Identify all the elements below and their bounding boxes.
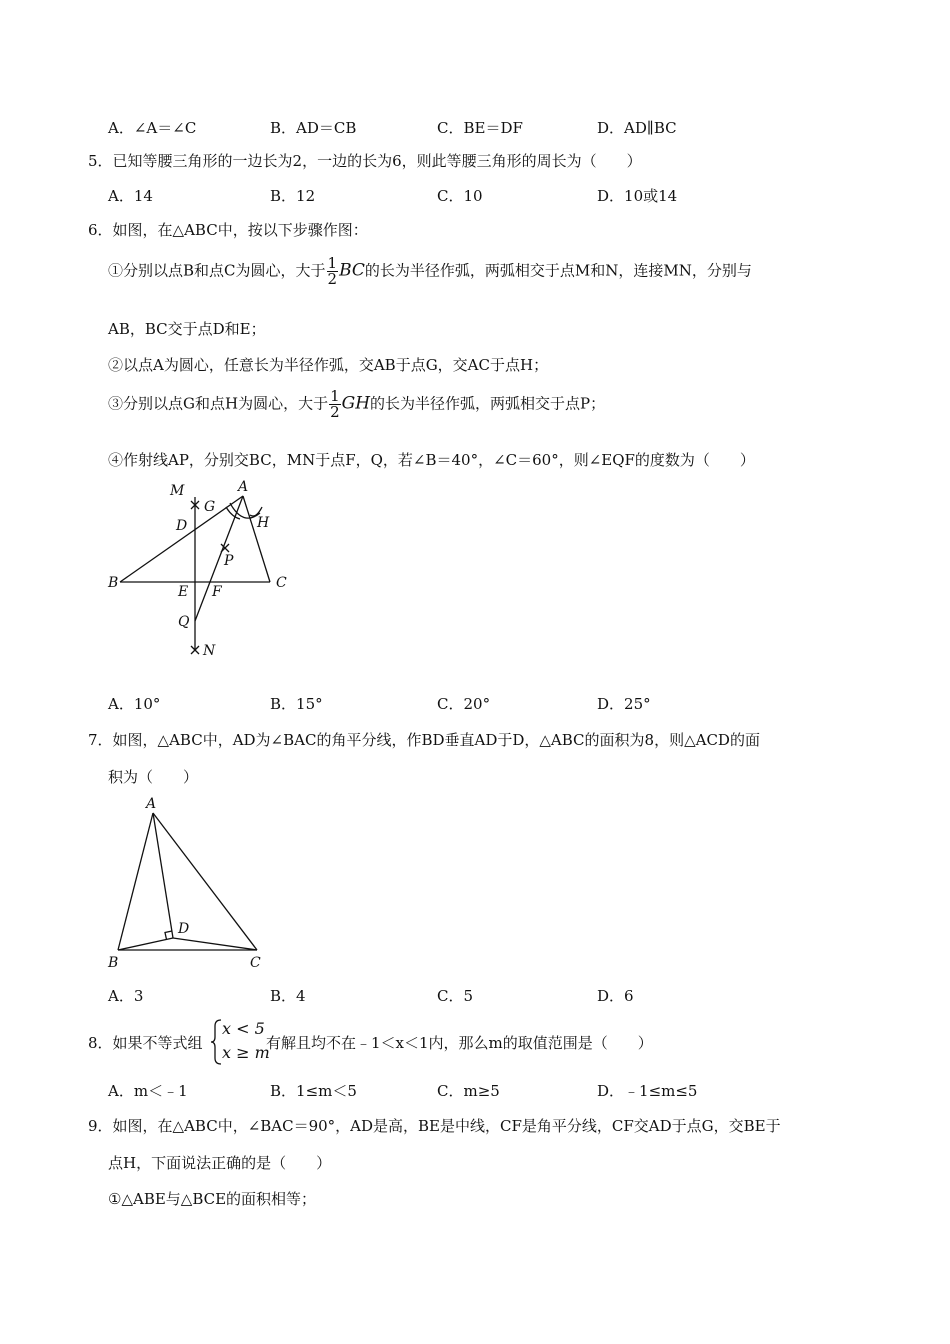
segment-bd (118, 938, 173, 950)
label-p: P (224, 553, 234, 569)
q8-stem-cont: 有解且均不在﹣1＜x＜1内，那么m的取值范围是（ ） (266, 1034, 653, 1052)
label-n: N (203, 643, 216, 659)
q6-option-b: B．15° (270, 695, 323, 713)
q8-system-line1: x < 5 (222, 1019, 265, 1038)
q8-system-line2: x ≥ m (222, 1043, 270, 1062)
q6-option-a: A．10° (108, 695, 161, 713)
q8-option-c: C．m≥5 (437, 1082, 500, 1100)
q8-stem: 8．如果不等式组 (88, 1034, 203, 1052)
q6-step4: ④作射线AP，分别交BC，MN于点F，Q，若∠B＝40°，∠C＝60°，则∠EQF的度数为（ ） (108, 451, 755, 469)
q7-option-c: C．5 (437, 987, 474, 1005)
ray-aq (195, 496, 243, 621)
q6-step3: ③分别以点G和点H为圆心，大于 $\frac{1}{2}$ GH的长为半径作弧，两弧相交于点P； (108, 387, 606, 421)
q4-option-d: D．AD∥BC (597, 119, 677, 137)
q4-option-b: B．AD＝CB (270, 119, 357, 137)
q6-step1: ①分别以点B和点C为圆心，大于 $\frac{1}{2}$ BC的长为半径作弧，两弧相交于点M和N，连接MN，分别与 (108, 254, 752, 288)
q5-stem: 5．已知等腰三角形的一边长为2，一边的长为6，则此等腰三角形的周长为（ ） (88, 152, 642, 170)
label-g: G (204, 499, 216, 515)
q7-option-a: A．3 (108, 987, 144, 1005)
segment-dc (173, 938, 257, 950)
q5-option-d: D．10或14 (597, 187, 678, 205)
q9-stem: 9．如图，在△ABC中，∠BAC＝90°，AD是高，BE是中线，CF是角平分线，CF交AD于点G，交BE于 (88, 1117, 781, 1135)
q6-option-d: D．25° (597, 695, 651, 713)
q7-option-d: D．6 (597, 987, 634, 1005)
q5-option-a: A．14 (108, 187, 153, 205)
fraction-half: $\frac{1}{2}$ (330, 387, 340, 421)
q6-option-c: C．20° (437, 695, 491, 713)
q6-figure (100, 475, 300, 665)
q7-option-b: B．4 (270, 987, 306, 1005)
q6-stem: 6．如图，在△ABC中，按以下步骤作图： (88, 221, 368, 239)
label-e: E (178, 584, 189, 600)
label-d: D (178, 921, 190, 937)
segment-ac (153, 813, 257, 950)
q8-option-d: D．﹣1≤m≤5 (597, 1082, 698, 1100)
label-a: A (238, 479, 249, 495)
label-f: F (212, 584, 222, 600)
segment-ab (120, 496, 243, 582)
segment-ab (118, 813, 153, 950)
label-q: Q (178, 614, 190, 630)
label-d: D (176, 518, 188, 534)
label-h: H (257, 515, 270, 531)
q7-figure (100, 793, 280, 973)
segment-ad (153, 813, 173, 938)
q7-stem-cont: 积为（ ） (108, 768, 199, 786)
q9-item1: ①△ABE与△BCE的面积相等； (108, 1190, 317, 1208)
label-m: M (170, 483, 185, 499)
label-b: B (108, 955, 119, 971)
label-a: A (146, 796, 157, 812)
q6-step1-cont: AB，BC交于点D和E； (108, 320, 266, 338)
q9-stem-cont: 点H，下面说法正确的是（ ） (108, 1154, 332, 1172)
q5-option-c: C．10 (437, 187, 483, 205)
q5-option-b: B．12 (270, 187, 316, 205)
label-c: C (276, 575, 287, 591)
cross-p (221, 544, 229, 552)
segment-ac (243, 496, 270, 582)
q4-option-c: C．BE＝DF (437, 119, 523, 137)
q7-stem: 7．如图，△ABC中，AD为∠BAC的角平分线，作BD垂直AD于D，△ABC的面积为8，则△ACD的面 (88, 731, 760, 749)
q6-step2: ②以点A为圆心，任意长为半径作弧，交AB于点G，交AC于点H； (108, 356, 549, 374)
q8-option-a: A．m＜﹣1 (108, 1082, 188, 1100)
label-c: C (250, 955, 261, 971)
q8-option-b: B．1≤m＜5 (270, 1082, 357, 1100)
label-b: B (108, 575, 119, 591)
q4-option-a: A．∠A＝∠C (108, 119, 197, 137)
fraction-half: $\frac{1}{2}$ (327, 254, 338, 288)
